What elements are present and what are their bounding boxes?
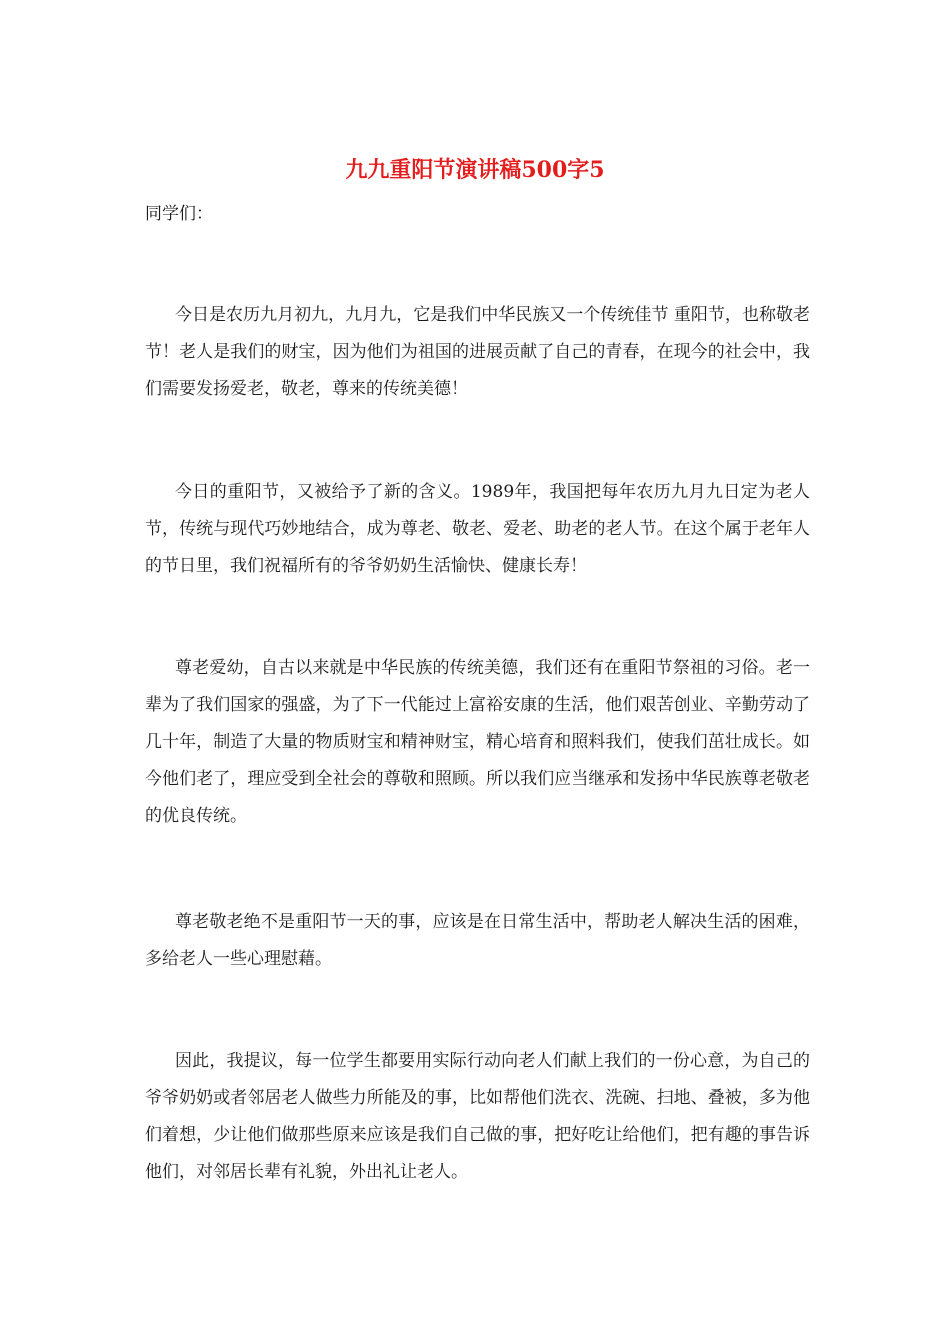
paragraph-3: 尊老爱幼，自古以来就是中华民族的传统美德，我们还有在重阳节祭祖的习俗。老一辈为了我们国家的强盛，为了下一代能过上富裕安康的生活，他们艰苦创业、辛勤劳动了几十年，制造了大量的物质财宝和精神财宝，精心培育和照料我们，使我们茁壮成长。如今他们老了，理应受到全社会的尊敬和照顾。所以我们应当继承和发扬中华民族尊老敬老的优良传统。 (145, 658, 810, 826)
document-title: 九九重阳节演讲稿500字5 (345, 157, 605, 183)
greeting: 同学们： (145, 204, 213, 224)
paragraph-4: 尊老敬老绝不是重阳节一天的事，应该是在日常生活中，帮助老人解决生活的困难，多给老人一些心理慰藉。 (145, 912, 810, 969)
paragraph-5: 因此，我提议，每一位学生都要用实际行动向老人们献上我们的一份心意，为自己的爷爷奶奶或者邻居老人做些力所能及的事，比如帮他们洗衣、洗碗、扫地、叠被，多为他们着想，少让他们做那些原来应该是我们自己做的事，把好吃让给他们，把有趣的事告诉他们，对邻居长辈有礼貌，外出礼让老人。 (145, 1051, 810, 1182)
paragraph-2: 今日的重阳节，又被给予了新的含义。1989年，我国把每年农历九月九日定为老人节，传统与现代巧妙地结合，成为尊老、敬老、爱老、助老的老人节。在这个属于老年人的节日里，我们祝福所有的爷爷奶奶生活愉快、健康长寿！ (145, 482, 810, 576)
paragraph-1: 今日是农历九月初九，九月九，它是我们中华民族又一个传统佳节 重阳节，也称敬老节！老人是我们的财宝，因为他们为祖国的进展贡献了自己的青春，在现今的社会中，我们需要发扬爱老，敬老，尊来的传统美德！ (145, 305, 810, 399)
